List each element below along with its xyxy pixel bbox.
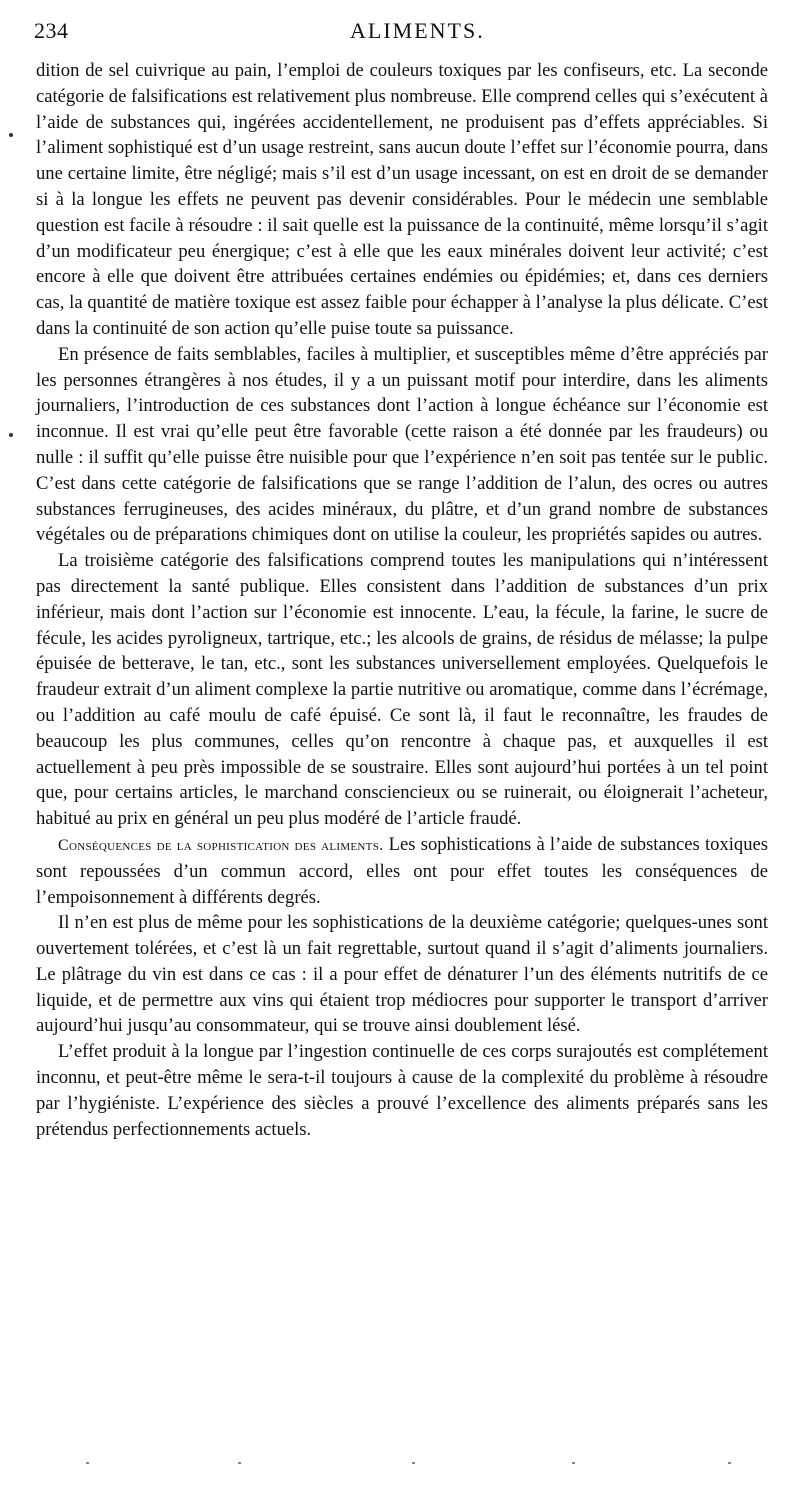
page-speck [412,1462,415,1464]
page-speck [86,1462,89,1464]
paragraph-with-heading [36,832,768,910]
section-heading: Conséquences de la sophistication des aliments. [58,836,384,854]
paragraph-body: Les sophistications à l’aide de substances toxiques sont repoussées d’un commun accord, elles ont pour effet toutes les conséquences de l’empoisonnement à différents degrés. [36,833,768,908]
page-header [34,18,774,58]
paragraph-continuation: dition de sel cuivrique au pain, l’emploi de couleurs toxiques par les confiseurs, etc. La seconde catégorie de falsifications est relativement plus nombreuse. Elle comprend celles qui s’exécutent à l’aide de substances qui, ingérées accidentellement, ne produisent pas d’effets appréciables. Si l’aliment sophistiqué est d’un usage restreint, sans aucun doute l’effet sur l’économie pourra, dans une certaine limite, être négligé; mais s’il est d’un usage incessant, on est en droit de se demander si à la longue les effets ne peuvent pas devenir considérables. Pour le médecin une semblable question est facile à résoudre : il sait quelle est la puissance de la continuité, même lorsqu’il s’agit d’un modificateur peu énergique; c’est à elle que les eaux minérales doivent leur activité; c’est encore à elle que doivent être attribuées certaines endémies ou épidémies; et, dans ces derniers cas, la quantité de matière toxique est assez faible pour échapper à l’analyse la plus délicate. C’est dans la continuité de son action qu’elle puise toute sa puissance. [36,60,768,339]
body-text [36,58,768,1142]
running-title: ALIMENTS. [350,18,485,43]
paragraph: L’effet produit à la longue par l’ingestion continuelle de ces corps surajoutés est complétement inconnu, et peut-être même le sera-t-il toujours à cause de la complexité du problème à résoudre par l’hygiéniste. L’expérience des siècles a prouvé l’excellence des aliments préparés sans les prétendus perfectionnements actuels. [36,1041,768,1140]
page-number: 234 [34,18,69,43]
page-speck [238,1462,241,1464]
page-speck [572,1462,575,1464]
paragraph: Il n’en est plus de même pour les sophistications de la deuxième catégorie; quelques-unes sont ouvertement tolérées, et c’est là un fait regrettable, surtout quand il s’agit d’aliments journaliers. Le plâtrage du vin est dans ce cas : il a pour effet de dénaturer l’un des éléments nutritifs de ce liquide, et de permettre aux vins qui étaient trop médiocres pour supporter le transport d’arriver aujourd’hui jusqu’au consommateur, qui se trouve ainsi doublement lésé. [36,912,768,1037]
margin-speck [9,433,13,437]
paragraph: En présence de faits semblables, faciles à multiplier, et susceptibles même d’être appréciés par les personnes étrangères à nos études, il y a un puissant motif pour interdire, dans les aliments journaliers, l’introduction de ces substances dont l’action à longue échéance sur l’économie est inconnue. Il est vrai qu’elle peut être favorable (cette raison a été donnée par les fraudeurs) ou nulle : il suffit qu’elle puisse être nuisible pour que l’expérience n’en soit pas tentée sur le public. C’est dans cette catégorie de falsifications que se range l’addition de l’alun, des ocres ou autres substances ferrugineuses, des acides minéraux, du plâtre, et d’un grand nombre de substances végétales ou de préparations chimiques dont on utilise la couleur, les propriétés sapides ou autres. [36,343,768,546]
margin-speck [9,133,13,137]
paragraph: La troisième catégorie des falsifications comprend toutes les manipulations qui n’intéressent pas directement la santé publique. Elles consistent dans l’addition de substances d’un prix inférieur, mais dont l’action sur l’économie est innocente. L’eau, la fécule, la farine, le sucre de fécule, les acides pyroligneux, tartrique, etc.; les alcools de grains, de résidus de mélasse; la pulpe épuisée de betterave, le tan, etc., sont les substances universellement employées. Quelquefois le fraudeur extrait d’un aliment complexe la partie nutritive ou aromatique, comme dans l’écrémage, ou l’addition au café moulu de café épuisé. Ce sont là, il faut le reconnaître, les fraudes de beaucoup les plus communes, celles qu’on rencontre à chaque pas, et auxquelles il est actuellement à peu près impossible de se soustraire. Elles sont aujourd’hui portées à un tel point que, pour certains articles, le marchand consciencieux ou se ruinerait, ou éloignerait l’acheteur, habitué au prix en général un peu plus modéré de l’article fraudé. [36,550,768,830]
page-speck [728,1462,731,1464]
